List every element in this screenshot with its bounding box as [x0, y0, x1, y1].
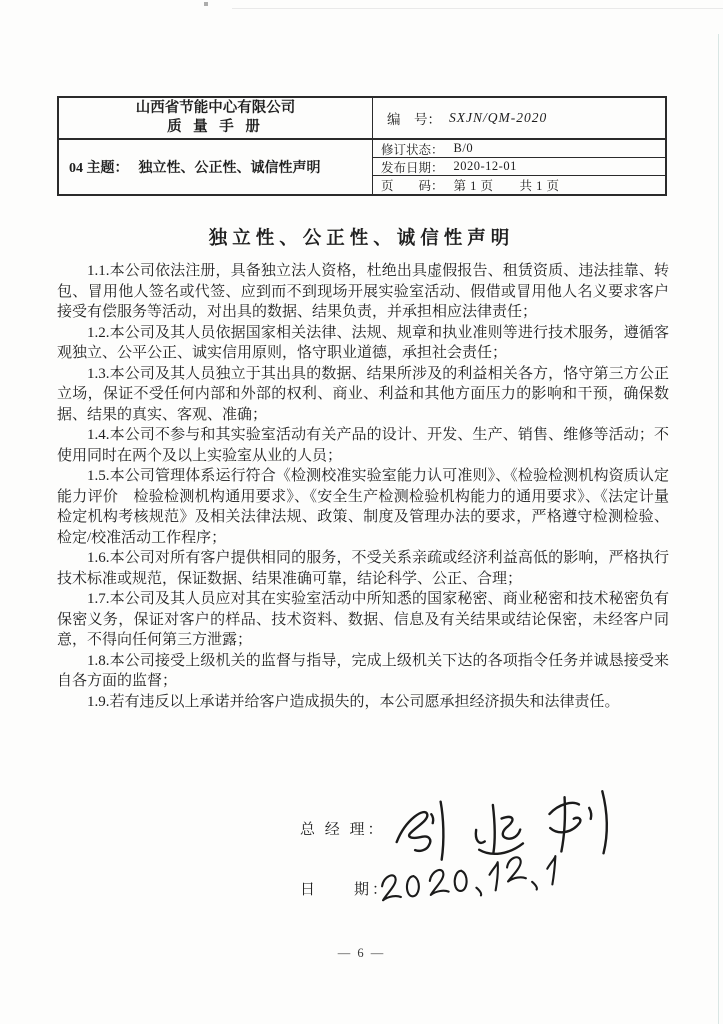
- scan-artifact-top-line: [232, 8, 723, 9]
- revision-status-value: B/0: [453, 141, 474, 155]
- clause-1-2: 1.2.本公司及其人员依据国家相关法律、法规、规章和执业准则等进行技术服务，遵循客观独立、公平公正、诚实信用原则，恪守职业道德，承担社会责任；: [57, 324, 669, 361]
- clause-1-4: 1.4.本公司不参与和其实验室活动有关产品的设计、开发、生产、销售、维修等活动；不使用同时在两个及以上实验室从业的人员；: [57, 427, 669, 464]
- date-handwriting: [372, 852, 578, 910]
- page-title: 独立性、公正性、诚信性声明: [208, 229, 515, 249]
- company-name-cell: [59, 98, 373, 140]
- clause-1-6: 1.6.本公司对所有客户提供相同的服务，不受关系亲疏或经济利益高低的影响，严格执行技术标准或规范，保证数据、结果准确可靠，结论科学、公正、合理；: [57, 550, 669, 587]
- issue-date-value: 2020-12-01: [453, 159, 517, 173]
- issue-date-cell: [373, 158, 665, 176]
- subject-cell: [59, 140, 373, 194]
- subject-prefix: 04 主题：: [69, 161, 129, 176]
- company-name: 山西省节能中心有限公司: [135, 99, 296, 116]
- doc-number-value: SXJN/QM-2020: [449, 110, 548, 125]
- manual-name: 质 量 手 册: [167, 119, 264, 135]
- date-label: 日 期：: [300, 882, 391, 898]
- page-code-cell: [373, 176, 665, 194]
- clause-1-3: 1.3.本公司及其人员独立于其出具的数据、结果所涉及的利益相关各方，恪守第三方公正立场，保证不受任何内部和外部的权利、商业、利益和其他方面压力的影响和干预，确保数据、结果的真实、客观、准确；: [57, 365, 669, 423]
- clause-1-8: 1.8.本公司接受上级机关的监督与指导，完成上级机关下达的各项指令任务并诚恳接受来自各方面的监督；: [57, 652, 669, 689]
- revision-status-cell: [373, 140, 665, 158]
- subject-title: 独立性、公正性、诚信性声明: [138, 161, 321, 176]
- declaration-body: [57, 261, 669, 712]
- doc-number-cell: [373, 98, 665, 140]
- revision-status-label: 修订状态：: [381, 142, 444, 157]
- general-manager-label: 总 经 理：: [300, 822, 386, 838]
- clause-1-5: 1.5.本公司管理体系运行符合《检测校准实验室能力认可准则》、《检验检测机构资质认定能力评价 检验检测机构通用要求》、《安全生产检测检验机构能力的通用要求》、《法定计量检定机构考核规范》及相关法律法规、政策、制度及管理办法的要求，严格遵守检测检验、检定/校准活动工作程序；: [57, 468, 669, 546]
- page-code-value: 第 1 页 共 1 页: [453, 179, 560, 193]
- footer-page-number: — 6 —: [337, 946, 386, 960]
- issue-date-label: 发布日期：: [381, 160, 444, 175]
- clause-1-1: 1.1.本公司依法注册，具备独立法人资格，杜绝出具虚假报告、租赁资质、违法挂靠、转包、冒用他人签名或代签、应到而不到现场开展实验室活动、假借或冒用他人名义要求客户接受有偿服务等活动，对出具的数据、结果负责，并承担相应法律责任；: [57, 263, 669, 320]
- page-code-label: 页 码：: [381, 179, 444, 193]
- header-table: [57, 96, 667, 196]
- doc-number-label: 编 号：: [387, 112, 441, 127]
- clause-1-7: 1.7.本公司及其人员应对其在实验室活动中所知悉的国家秘密、商业秘密和技术秘密负有保密义务，保证对客户的样品、技术资料、数据、信息及有关结果或结论保密，未经客户同意，不得向任何第三方泄露；: [57, 591, 669, 648]
- scan-artifact-speck: [204, 2, 208, 6]
- clause-1-9: 1.9.若有违反以上承诺并给客户造成损失的，本公司愿承担经济损失和法律责任。: [87, 693, 620, 710]
- scan-artifact-right-line: [718, 34, 719, 1024]
